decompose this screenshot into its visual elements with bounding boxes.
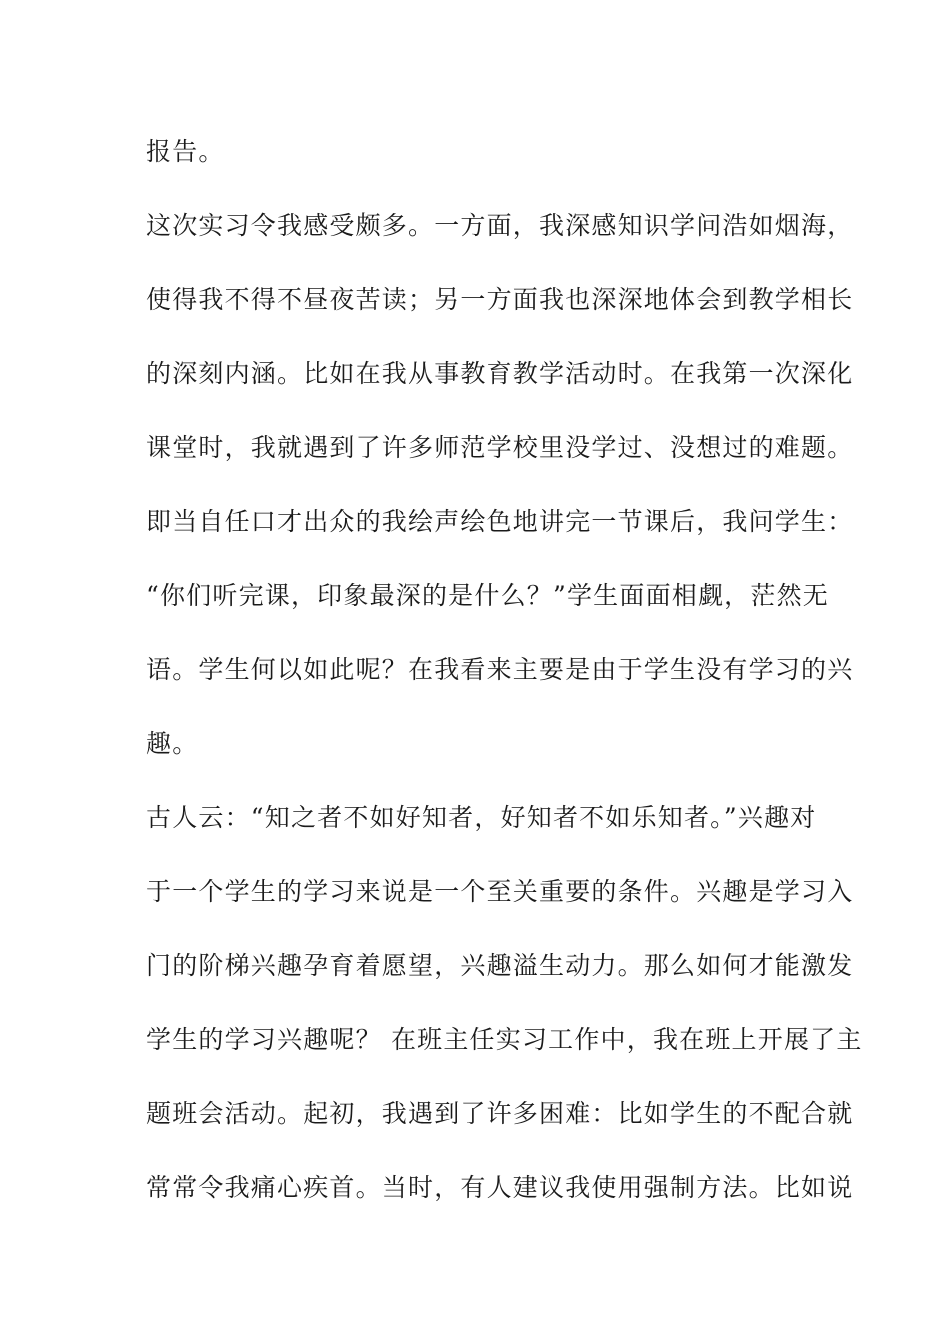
text-line: 即当自任口才出众的我绘声绘色地讲完一节课后，我问学生： — [146, 507, 854, 536]
text-line: 的深刻内涵。比如在我从事教育教学活动时。在我第一次深化 — [146, 359, 854, 388]
text-line: 使得我不得不昼夜苦读；另一方面我也深深地体会到教学相长 — [146, 285, 854, 314]
text-line: 学生的学习兴趣呢？ 在班主任实习工作中，我在班上开展了主 — [146, 1025, 863, 1054]
text-line: 于一个学生的学习来说是一个至关重要的条件。兴趣是学习入 — [146, 877, 854, 906]
text-line: “你们听完课，印象最深的是什么？”学生面面相觑，茫然无 — [146, 581, 829, 610]
text-line: 门的阶梯兴趣孕育着愿望，兴趣溢生动力。那么如何才能激发 — [146, 951, 854, 980]
text-line: 趣。 — [146, 729, 199, 758]
text-line: 古人云：“知之者不如好知者，好知者不如乐知者。”兴趣对 — [146, 803, 817, 832]
text-line: 题班会活动。起初，我遇到了许多困难：比如学生的不配合就 — [146, 1099, 854, 1128]
text-line: 这次实习令我感受颇多。一方面，我深感知识学问浩如烟海， — [146, 211, 854, 240]
text-line: 课堂时，我就遇到了许多师范学校里没学过、没想过的难题。 — [146, 433, 854, 462]
text-line: 报告。 — [146, 137, 225, 166]
text-line: 常常令我痛心疾首。当时，有人建议我使用强制方法。比如说 — [146, 1173, 854, 1202]
text-line: 语。学生何以如此呢？在我看来主要是由于学生没有学习的兴 — [146, 655, 854, 684]
